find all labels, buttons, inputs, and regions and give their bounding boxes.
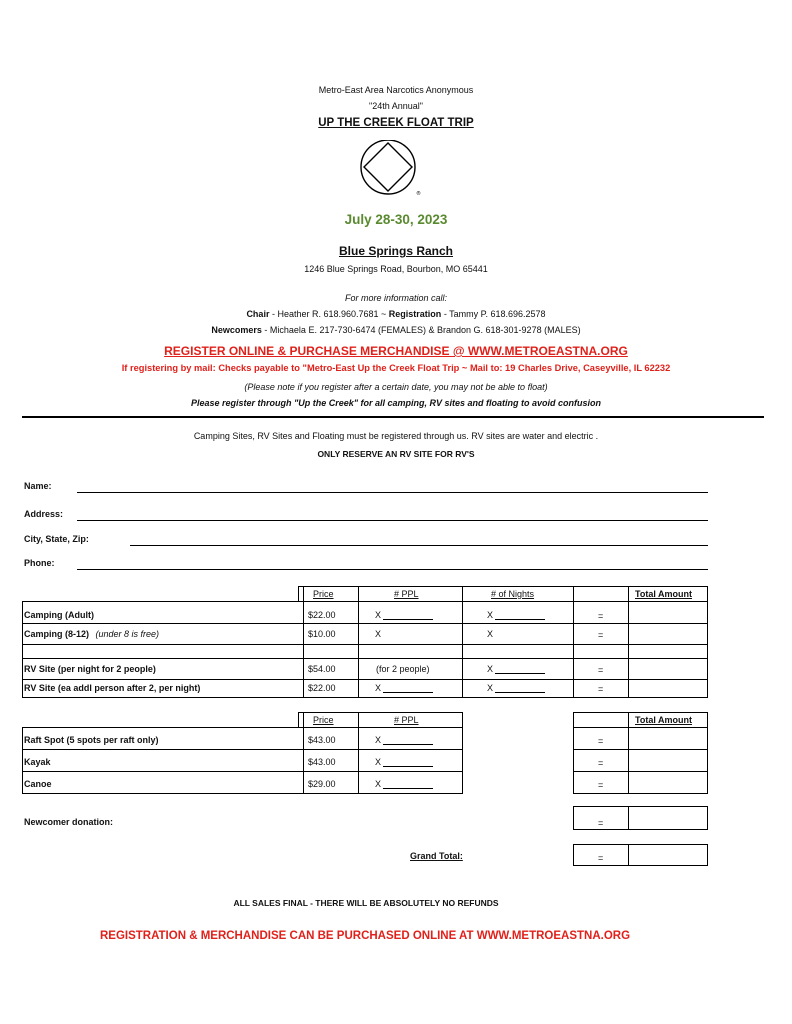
event-dates: July 28-30, 2023 [344, 212, 448, 227]
city-state-zip-label: City, State, Zip: [24, 534, 89, 544]
row-label-rv-extra: RV Site (ea addl person after 2, per night) [24, 683, 201, 693]
row-label-rv-site: RV Site (per night for 2 people) [24, 664, 156, 674]
table2-total-body [573, 727, 708, 794]
camping-note: Camping Sites, RV Sites and Floating must be registered through us. RV sites are water and electric . [193, 431, 599, 441]
name-label: Name: [24, 481, 52, 491]
col-divider [303, 712, 304, 794]
col-divider [628, 712, 629, 794]
equals-sign: = [598, 665, 604, 675]
org-name: Metro-East Area Narcotics Anonymous [318, 85, 474, 95]
equals-sign: = [598, 611, 604, 621]
equals-sign: = [598, 684, 604, 694]
col-divider [628, 586, 629, 698]
ppl-blank[interactable] [383, 735, 433, 745]
venue-name: Blue Springs Ranch [338, 244, 454, 258]
table1-spacer-row [22, 644, 708, 659]
registration-label: Registration [388, 309, 442, 319]
row-divider [22, 771, 463, 772]
col-divider [303, 586, 304, 698]
nights-cell[interactable] [487, 683, 545, 693]
ppl-cell[interactable] [375, 683, 433, 693]
price-cell: $43.00 [308, 735, 336, 745]
newcomers-contact: - Michaela E. 217-730-6474 (FEMALES) & Brandon G. 618-301-9278 (MALES) [261, 325, 581, 335]
mail-instructions: If registering by mail: Checks payable to "Metro-East Up the Creek Float Trip ~ Mail to: 19 Charles Drive, Caseyville, IL 62232 [121, 363, 671, 373]
ppl-cell[interactable] [375, 629, 381, 639]
name-field[interactable] [77, 492, 708, 493]
ppl-header: # PPL [394, 589, 419, 599]
ppl-x: X [375, 629, 382, 639]
newcomer-donation-box[interactable] [573, 806, 708, 830]
ppl-x: X [375, 779, 382, 789]
price-cell: $22.00 [308, 683, 336, 693]
total-amount-header: Total Amount [635, 589, 692, 599]
row-label-camping-adult: Camping (Adult) [24, 610, 94, 620]
nights-cell[interactable] [487, 629, 493, 639]
nights-blank[interactable] [495, 683, 545, 693]
col-divider [358, 586, 359, 698]
registration-contact: - Tammy P. 618.696.2578 [441, 309, 546, 319]
price-cell: $54.00 [308, 664, 336, 674]
ppl-blank[interactable] [383, 757, 433, 767]
ppl-x: X [375, 683, 382, 693]
nights-blank[interactable] [495, 664, 545, 674]
nights-x: X [487, 664, 494, 674]
ppl-blank[interactable] [383, 610, 433, 620]
newcomer-donation-label: Newcomer donation: [24, 817, 114, 827]
equals-sign: = [598, 780, 604, 790]
nights-x: X [487, 683, 494, 693]
late-registration-note: (Please note if you register after a certain date, you may not be able to float) [244, 382, 548, 392]
ppl-x: X [375, 735, 382, 745]
row-label: Camping (8-12) [24, 629, 90, 639]
grand-total-label: Grand Total: [410, 851, 463, 861]
city-state-zip-field[interactable] [130, 545, 708, 546]
no-refunds-notice: ALL SALES FINAL - THERE WILL BE ABSOLUTELY NO REFUNDS [233, 898, 499, 908]
newcomers-label: Newcomers [211, 325, 262, 335]
nights-header: # of Nights [491, 589, 535, 599]
info-intro: For more information call: [344, 293, 448, 303]
equals-sign: = [598, 736, 604, 746]
price-header: Price [313, 715, 334, 725]
equals-sign: = [598, 630, 604, 640]
nights-cell[interactable] [487, 610, 545, 620]
row-divider [22, 623, 708, 624]
ppl-blank[interactable] [383, 683, 433, 693]
col-divider [573, 586, 574, 698]
ppl-cell: (for 2 people) [376, 664, 430, 674]
address-label: Address: [24, 509, 64, 519]
ppl-blank[interactable] [383, 779, 433, 789]
ppl-cell[interactable] [375, 735, 433, 745]
annual-label: "24th Annual" [369, 101, 423, 111]
nights-cell[interactable] [487, 664, 545, 674]
row-label-raft: Raft Spot (5 spots per raft only) [24, 735, 159, 745]
price-header: Price [313, 589, 334, 599]
col-divider [358, 712, 359, 794]
header-divider [22, 416, 764, 418]
ppl-cell[interactable] [375, 757, 433, 767]
chair-contact: - Heather R. 618.960.7681 ~ [269, 309, 389, 319]
ppl-cell[interactable] [375, 779, 433, 789]
chair-label: Chair [246, 309, 270, 319]
row-label-kayak: Kayak [24, 757, 51, 767]
nights-x: X [487, 610, 494, 620]
online-registration-notice: REGISTRATION & MERCHANDISE CAN BE PURCHASED ONLINE AT WWW.METROEASTNA.ORG [99, 930, 631, 942]
row-divider [573, 771, 708, 772]
ppl-x: X [375, 757, 382, 767]
ppl-cell[interactable] [375, 610, 433, 620]
registered-mark: ® [416, 191, 421, 197]
venue-address: 1246 Blue Springs Road, Bourbon, MO 65441 [304, 264, 488, 274]
equals-sign: = [598, 758, 604, 768]
col-divider [462, 586, 463, 698]
row-divider [573, 749, 708, 750]
col-divider [628, 806, 629, 830]
na-logo [356, 140, 424, 198]
equals-sign: = [598, 853, 604, 863]
event-title: UP THE CREEK FLOAT TRIP [318, 117, 474, 129]
newcomers-line [0, 325, 792, 335]
na-logo-icon [356, 140, 424, 198]
price-cell: $22.00 [308, 610, 336, 620]
rv-only-note: ONLY RESERVE AN RV SITE FOR RV'S [317, 449, 475, 459]
address-field[interactable] [77, 520, 708, 521]
row-divider [22, 679, 708, 680]
total-amount-header: Total Amount [635, 715, 692, 725]
price-cell: $10.00 [308, 629, 336, 639]
phone-label: Phone: [24, 558, 55, 568]
ppl-header: # PPL [394, 715, 419, 725]
row-note: (under 8 is free) [95, 629, 160, 639]
price-cell: $29.00 [308, 779, 336, 789]
chair-line [0, 309, 792, 319]
nights-x: X [487, 629, 494, 639]
up-the-creek-note: Please register through "Up the Creek" for all camping, RV sites and floating to avoid confusion [190, 398, 602, 408]
grand-total-box[interactable] [573, 844, 708, 866]
equals-sign: = [598, 818, 604, 828]
col-divider [628, 844, 629, 866]
price-cell: $43.00 [308, 757, 336, 767]
nights-blank[interactable] [495, 610, 545, 620]
register-online-link[interactable]: REGISTER ONLINE & PURCHASE MERCHANDISE @ WWW.METROEASTNA.ORG [164, 344, 628, 358]
phone-field[interactable] [77, 569, 708, 570]
row-divider [22, 749, 463, 750]
ppl-x: X [375, 610, 382, 620]
row-label-canoe: Canoe [24, 779, 52, 789]
row-label-camping-child [24, 629, 159, 639]
